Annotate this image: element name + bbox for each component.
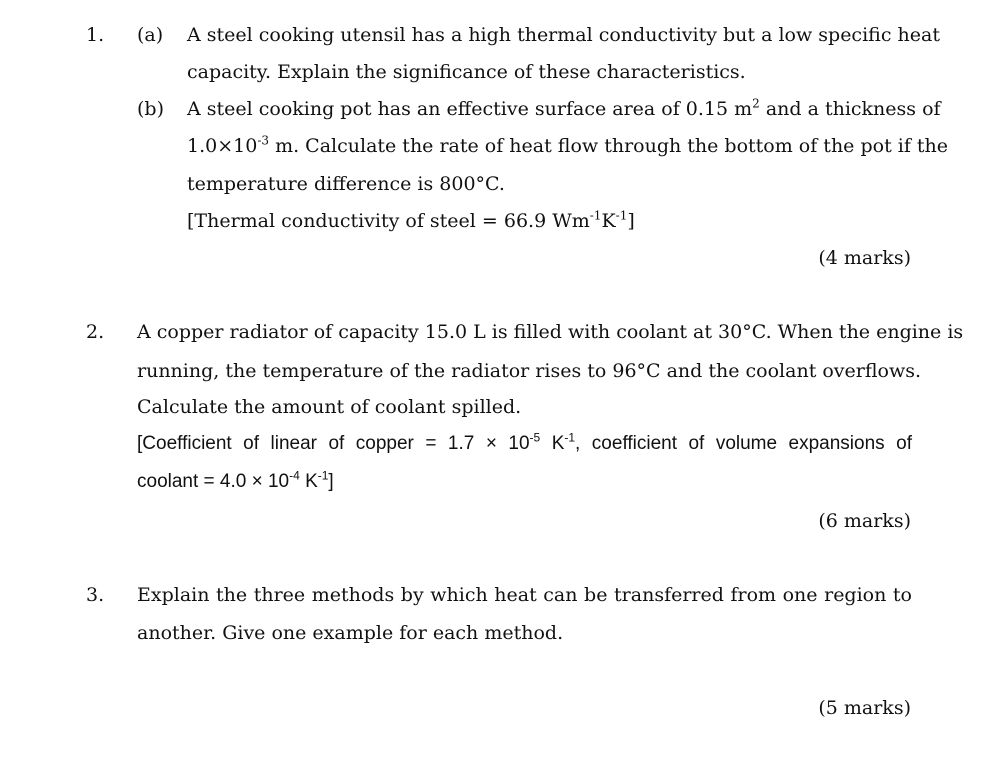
question-2-line-1: A copper radiator of capacity 15.0 L is filled with coolant at 30°C. When the engine is	[137, 321, 964, 343]
question-2-line-3: Calculate the amount of coolant spilled.	[137, 396, 522, 418]
question-1-number: 1.	[86, 24, 105, 46]
question-1a-label: (a)	[137, 24, 164, 46]
question-1b-given: [Thermal conductivity of steel = 66.9 $Wm^{-1}K^{-1}$]	[187, 208, 635, 232]
question-3-line-2: another. Give one example for each method.	[137, 622, 564, 644]
question-2-given-1: [Coefficient of linear of copper = $1.7 \times 10^{-5}$ $K^{-1}$, coefficient of volume expansions of	[137, 430, 912, 454]
question-3-marks: (5 marks)	[818, 697, 911, 719]
question-2-marks: (6 marks)	[818, 510, 911, 532]
question-3-number: 3.	[86, 584, 105, 606]
question-1a-line-2: capacity. Explain the significance of these characteristics.	[187, 61, 746, 83]
question-1b-label: (b)	[137, 98, 164, 120]
question-2-given-2: coolant = $4.0 \times 10^{-4}$ $K^{-1}$]	[137, 468, 334, 492]
question-1b-line-3: temperature difference is 800°C.	[187, 173, 505, 195]
question-3-line-1: Explain the three methods by which heat can be transferred from one region to	[137, 584, 912, 606]
question-1b-line-1: A steel cooking pot has an effective surface area of 0.15 $m^2$ and a thickness of	[187, 96, 941, 120]
question-2-number: 2.	[86, 321, 105, 343]
question-1a-line-1: A steel cooking utensil has a high thermal conductivity but a low specific heat	[187, 24, 940, 46]
question-2-line-2: running, the temperature of the radiator rises to 96°C and the coolant overflows.	[137, 360, 922, 382]
question-1-marks: (4 marks)	[818, 247, 911, 269]
question-1b-line-2: $1.0\times 10^{-3}$ m. Calculate the rate of heat flow through the bottom of the pot if the	[187, 133, 949, 157]
